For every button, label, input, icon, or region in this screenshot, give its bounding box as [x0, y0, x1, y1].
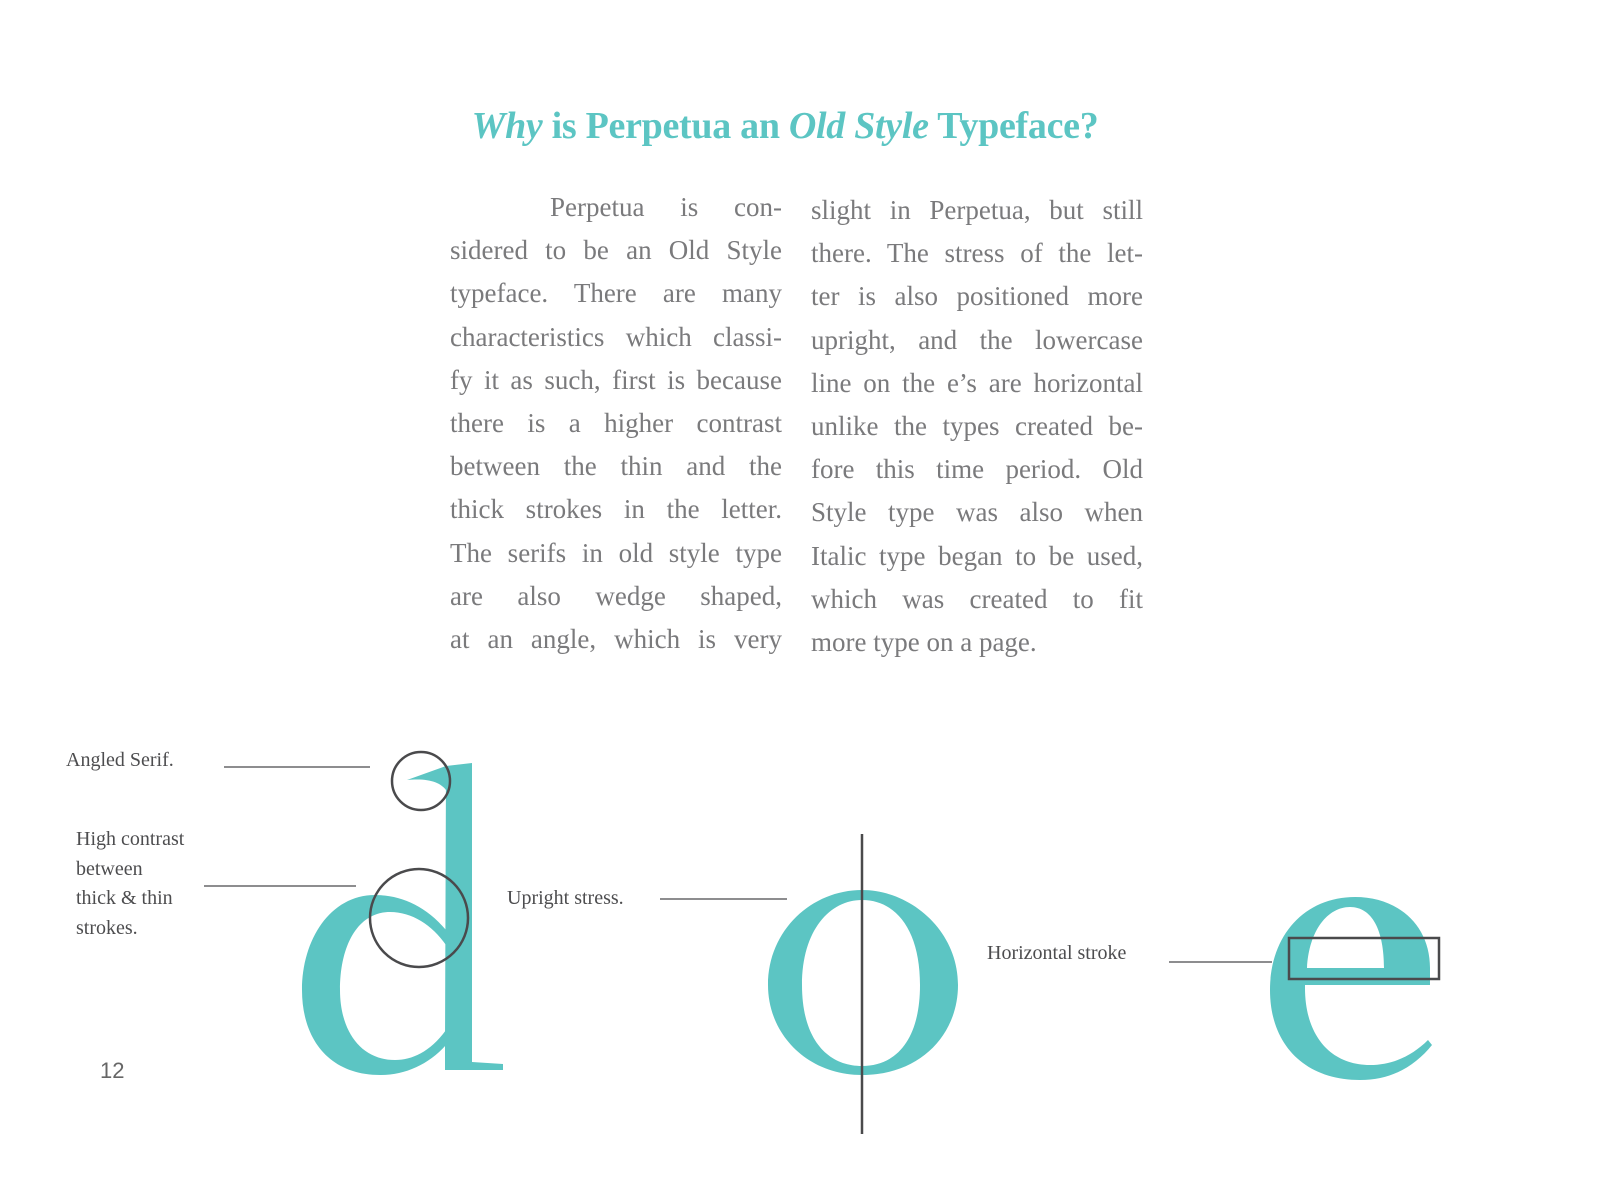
body-line: Style type was also when	[811, 497, 1143, 528]
title-why: Why	[471, 105, 543, 147]
annotation-line: strokes.	[76, 916, 138, 939]
annotation-line: between	[76, 857, 143, 880]
body-line: between the thin and the	[450, 451, 782, 482]
body-line: unlike the types created be-	[811, 410, 1143, 441]
body-line: Italic type began to be used,	[811, 540, 1143, 571]
body-line: more type on a page.	[811, 626, 1037, 657]
title-middle: is Perpetua an	[542, 105, 789, 147]
body-line: fore this time period. Old	[811, 454, 1143, 485]
annotation-angled-serif: Angled Serif.	[66, 749, 174, 771]
body-line: upright, and the lowercase	[811, 324, 1143, 355]
annotation-horizontal-stroke: Horizontal stroke	[987, 942, 1127, 964]
body-line: which was created to fit	[811, 583, 1143, 614]
body-line: characteristics which classi-	[450, 321, 782, 352]
body-line: line on the e’s are horizontal	[811, 367, 1143, 398]
specimen-letter-e	[1270, 897, 1432, 1080]
page-number: 12	[100, 1058, 125, 1083]
body-line: are also wedge shaped,	[450, 580, 782, 611]
title-old-style: Old Style	[788, 105, 929, 147]
body-line: fy it as such, first is because	[450, 364, 782, 395]
annotation-upright-stress: Upright stress.	[507, 887, 624, 909]
body-line: slight in Perpetua, but still	[811, 195, 1143, 225]
body-line: there. The stress of the let-	[811, 238, 1143, 269]
specimen-letter-d	[302, 763, 503, 1075]
leader-line-upright-stress	[660, 898, 787, 900]
annotation-high-contrast	[76, 825, 184, 943]
leader-line-high-contrast	[204, 885, 356, 887]
body-line: typeface. There are many	[450, 278, 782, 309]
leader-line-horizontal-stroke	[1169, 961, 1272, 963]
body-line: ter is also positioned more	[811, 281, 1143, 312]
body-line: at an angle, which is very	[450, 623, 782, 654]
body-line: thick strokes in the letter.	[450, 494, 782, 525]
body-line: there is a higher contrast	[450, 407, 782, 438]
body-line: sidered to be an Old Style	[450, 235, 782, 266]
title-end: Typeface?	[928, 105, 1099, 147]
leader-line-angled-serif	[224, 766, 370, 768]
body-line: The serifs in old style type	[450, 537, 782, 568]
annotation-line: thick & thin	[76, 887, 173, 909]
annotation-line: High contrast	[76, 828, 185, 850]
body-line: Perpetua is con-	[550, 192, 782, 222]
